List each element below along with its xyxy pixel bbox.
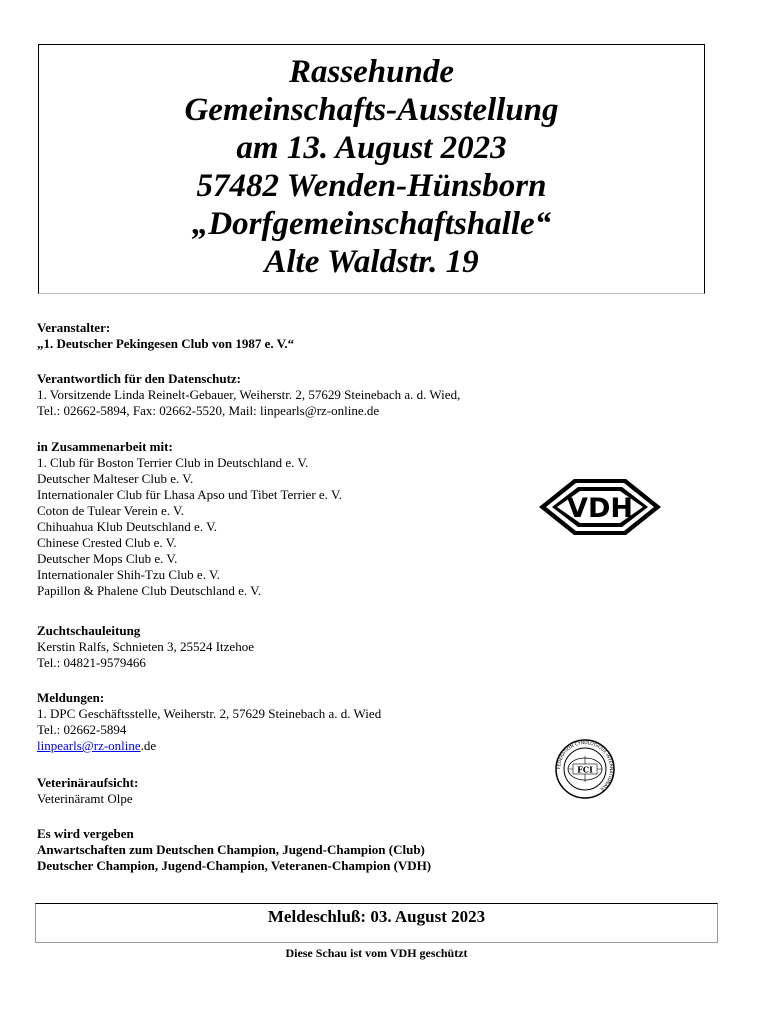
footer-note: Diese Schau ist vom VDH geschützt [285, 946, 468, 960]
club-list-item: Coton de Tulear Verein e. V. [37, 503, 184, 518]
fci-logo-text: FCI [577, 764, 593, 775]
registrations-section [37, 690, 381, 754]
club-list-item: Papillon & Phalene Club Deutschland e. V. [37, 583, 262, 598]
header-box [38, 44, 705, 294]
vdh-logo-text: VDH [567, 493, 633, 524]
club-list-item: 1. Club für Boston Terrier Club in Deutschland e. V. [37, 455, 309, 470]
header-line: Gemeinschafts-Ausstellung [184, 92, 559, 128]
awards-section [37, 826, 431, 874]
fci-logo [553, 738, 617, 800]
club-list-item: Deutscher Malteser Club e. V. [37, 471, 194, 486]
awards-heading: Es wird vergeben [37, 826, 134, 841]
data-protection-section [37, 371, 460, 419]
club-list-item: Deutscher Mops Club e. V. [37, 551, 178, 566]
organizer-section [37, 320, 294, 352]
show-management-address: Kerstin Ralfs, Schnieten 3, 25524 Itzehoe [37, 639, 254, 654]
data-protection-line: 1. Vorsitzende Linda Reinelt-Gebauer, Weiherstr. 2, 57629 Steinebach a. d. Wied, [37, 387, 461, 402]
registrations-address: 1. DPC Geschäftsstelle, Weiherstr. 2, 57629 Steinebach a. d. Wied [37, 706, 382, 721]
deadline-box [35, 903, 718, 943]
registrations-email [37, 738, 381, 754]
email-suffix: .de [140, 738, 157, 753]
cooperation-section [37, 439, 342, 599]
show-management-heading: Zuchtschauleitung [37, 623, 141, 638]
veterinary-office: Veterinäramt Olpe [37, 791, 133, 806]
organizer-name: „1. Deutscher Pekingesen Club von 1987 e. V.“ [37, 336, 295, 351]
club-list-item: Chinese Crested Club e. V. [37, 535, 177, 550]
show-management-phone: Tel.: 04821-9579466 [37, 655, 146, 670]
data-protection-line: Tel.: 02662-5894, Fax: 02662-5520, Mail: linpearls@rz-online.de [37, 403, 380, 418]
header-title [39, 45, 704, 281]
show-management-section [37, 623, 254, 671]
header-line: „Dorfgemeinschaftshalle“ [191, 206, 552, 242]
header-line: am 13. August 2023 [236, 130, 507, 166]
header-line: Alte Waldstr. 19 [264, 244, 479, 280]
organizer-heading: Veranstalter: [37, 320, 111, 335]
vdh-logo [536, 476, 664, 538]
club-list-item: Chihuahua Klub Deutschland e. V. [37, 519, 218, 534]
awards-line: Anwartschaften zum Deutschen Champion, Jugend-Champion (Club) [37, 842, 425, 857]
veterinary-heading: Veterinäraufsicht: [37, 775, 139, 790]
deadline-text: Meldeschluß: 03. August 2023 [267, 907, 486, 926]
registrations-phone: Tel.: 02662-5894 [37, 722, 127, 737]
awards-line: Deutscher Champion, Jugend-Champion, Veteranen-Champion (VDH) [37, 858, 432, 873]
data-protection-heading: Verantwortlich für den Datenschutz: [37, 371, 242, 386]
email-link[interactable]: linpearls@rz-online [37, 738, 141, 753]
header-line: 57482 Wenden-Hünsborn [196, 168, 547, 204]
club-list-item: Internationaler Shih-Tzu Club e. V. [37, 567, 220, 582]
cooperation-heading: in Zusammenarbeit mit: [37, 439, 173, 454]
fci-ring-text: FEDERATION CYNOLOGIQUE INTERNATIONALE [556, 740, 614, 792]
header-line: Rassehunde [288, 54, 455, 90]
club-list-item: Internationaler Club für Lhasa Apso und Tibet Terrier e. V. [37, 487, 342, 502]
veterinary-section [37, 775, 138, 807]
registrations-heading: Meldungen: [37, 690, 105, 705]
